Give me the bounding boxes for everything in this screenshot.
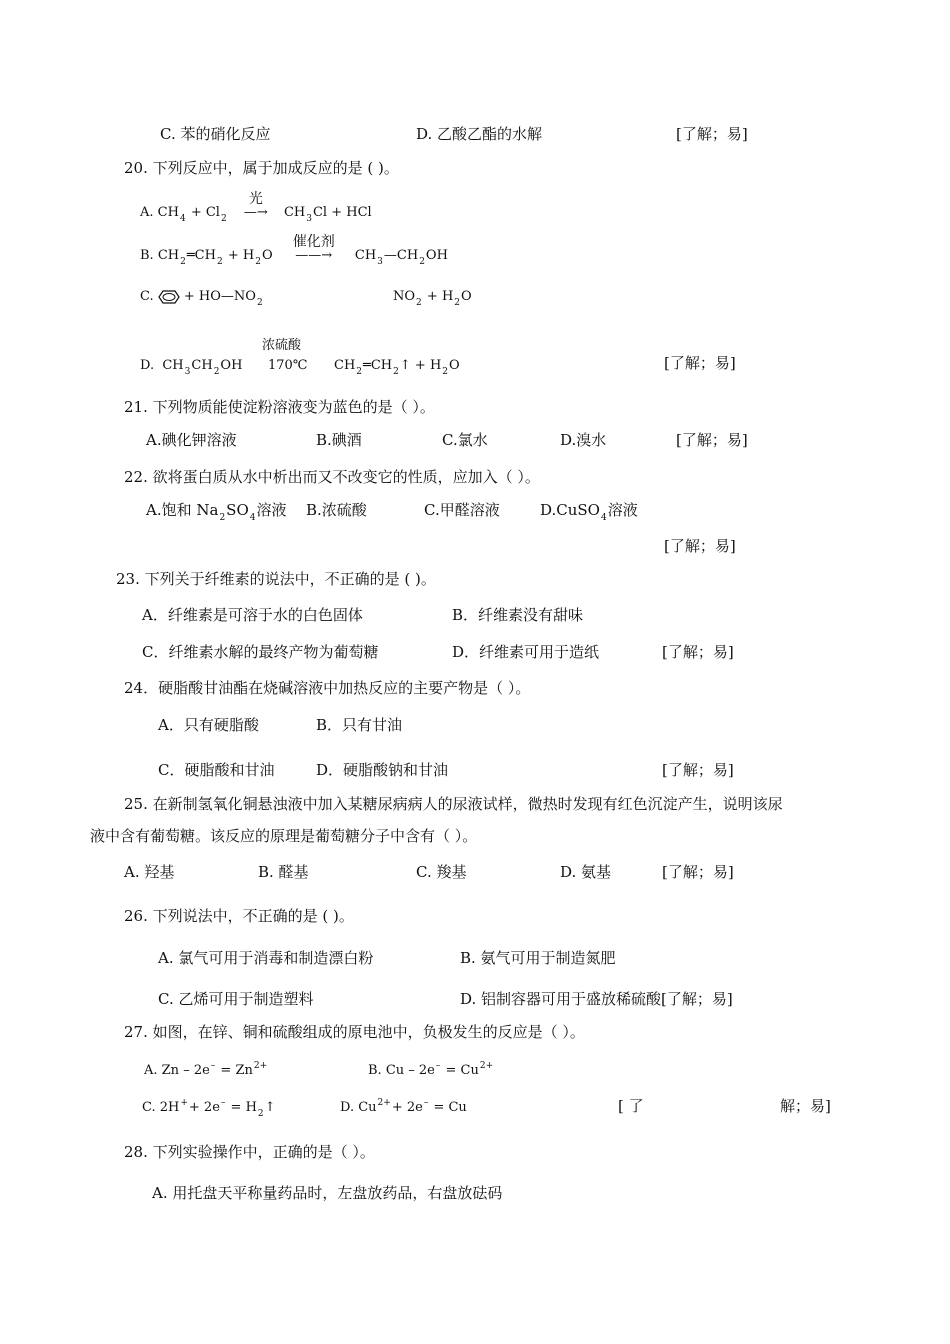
- q24-option-c: C．硬脂酸和甘油: [158, 761, 275, 779]
- q24-tag: [了解；易]: [662, 761, 734, 779]
- q24-option-b: B．只有甘油: [316, 716, 403, 734]
- q23-option-c: C．纤维素水解的最终产物为葡萄糖: [142, 643, 379, 661]
- q27-option-d: D. $Cu^{2+}+ 2e^- = Cu$: [340, 1098, 467, 1115]
- q26-option-c: C. 乙烯可用于制造塑料: [158, 990, 314, 1008]
- q19-option-d: D. 乙酸乙酯的水解: [416, 125, 543, 143]
- q25-option-d: D. 氨基: [560, 863, 612, 881]
- q27-stem: 27. 如图，在锌、铜和硫酸组成的原电池中，负极发生的反应是（ ）。: [124, 1023, 585, 1041]
- q20-option-c: C. + $HO—NO_2$: [140, 289, 263, 308]
- q24-option-d: D．硬脂酸钠和甘油: [316, 761, 449, 779]
- q20-option-a-label: A.: [140, 205, 154, 220]
- q28-stem: 28. 下列实验操作中，正确的是（ ）。: [124, 1143, 375, 1161]
- q22-option-d: D.CuSO$_4$溶液: [540, 501, 638, 523]
- q19-option-c: C. 苯的硝化反应: [160, 125, 271, 143]
- q27-option-b: B. $Cu - 2e^- = Cu^{2+}$: [368, 1061, 494, 1078]
- q20-option-d-label: D.: [140, 358, 155, 373]
- benzene-ring-icon: [158, 290, 180, 304]
- q25-option-a: A. 羟基: [124, 863, 175, 881]
- q27-option-a: A. $Zn - 2e^- = Zn^{2+}$: [144, 1061, 268, 1078]
- q25-tag: [了解；易]: [662, 863, 734, 881]
- q25-option-c: C. 羧基: [416, 863, 467, 881]
- q20-d-condition-top: 浓硫酸: [262, 338, 302, 353]
- q22-stem: 22. 欲将蛋白质从水中析出而又不改变它的性质，应加入（ ）。: [124, 468, 540, 486]
- q27-tag-left: [ 了: [618, 1097, 644, 1115]
- q23-stem: 23. 下列关于纤维素的说法中，不正确的是 ( )。: [116, 570, 436, 588]
- q22-tag: [了解；易]: [664, 537, 736, 555]
- q21-option-b: B.碘酒: [316, 431, 362, 449]
- q20-option-b: B. $CH_2═CH_2 + H_2O$ 催化剂 ——→ $CH_3—CH_2OH$: [140, 234, 448, 267]
- q23-option-a: A．纤维素是可溶于水的白色固体: [142, 606, 363, 624]
- q20-option-a: A. $CH_4 + Cl_2$ 光 —→ $CH_3Cl$ + HCl: [140, 191, 372, 224]
- q20-b-arrow: 催化剂 ——→: [292, 234, 335, 263]
- q23-option-b: B．纤维素没有甜味: [452, 606, 584, 624]
- q20-d-products: $CH_2═CH_2↑ + H_2O$: [334, 358, 460, 377]
- q20-d-condition-bottom: 170℃: [268, 358, 308, 373]
- q20-option-d: D. $CH_3CH_2OH$: [140, 358, 243, 377]
- q25-stem-line2: 液中含有葡萄糖。该反应的原理是葡萄糖分子中含有（ ）。: [90, 827, 478, 845]
- q21-option-c: C.氯水: [442, 431, 488, 449]
- q27-option-c: C. $2H^++ 2e^- = H_2↑$: [142, 1098, 276, 1119]
- q20-option-c-label: C.: [140, 289, 154, 304]
- q20-c-products: $NO_2 + H_2O$: [393, 289, 472, 308]
- q20-stem: 20. 下列反应中，属于加成反应的是 ( )。: [124, 159, 399, 177]
- q20-tag: [了解；易]: [664, 354, 736, 372]
- q20-option-b-label: B.: [140, 248, 154, 263]
- q24-stem: 24．硬脂酸甘油酯在烧碱溶液中加热反应的主要产物是（ ）。: [124, 679, 531, 697]
- q25-stem-line1: 25. 在新制氢氧化铜悬浊液中加入某糖尿病病人的尿液试样，微热时发现有红色沉淀产生，说明该尿: [124, 795, 783, 813]
- q22-option-c: C.甲醛溶液: [424, 501, 500, 519]
- q21-option-a: A.碘化钾溶液: [146, 431, 237, 449]
- q21-option-d: D.溴水: [560, 431, 607, 449]
- q23-tag: [了解；易]: [662, 643, 734, 661]
- q26-stem: 26. 下列说法中，不正确的是 ( )。: [124, 907, 354, 925]
- q26-option-a: A. 氯气可用于消毒和制造漂白粉: [158, 949, 374, 967]
- q27-tag-right: 解；易]: [780, 1097, 831, 1115]
- q28-option-a: A. 用托盘天平称量药品时，左盘放药品，右盘放砝码: [152, 1184, 503, 1202]
- q20-a-arrow: 光 —→: [243, 191, 268, 220]
- q25-option-b: B. 醛基: [258, 863, 309, 881]
- q23-option-d: D．纤维素可用于造纸: [452, 643, 600, 661]
- q22-option-b: B.浓硫酸: [306, 501, 367, 519]
- q26-option-b: B. 氨气可用于制造氮肥: [460, 949, 616, 967]
- q22-option-a: A.饱和 $Na_2SO_4$溶液: [146, 501, 287, 523]
- q26-option-d: D. 铝制容器可用于盛放稀硫酸[了解；易]: [460, 990, 733, 1008]
- q24-option-a: A．只有硬脂酸: [158, 716, 259, 734]
- q21-tag: [了解；易]: [676, 431, 748, 449]
- q19-tag: [了解；易]: [676, 125, 748, 143]
- q21-stem: 21. 下列物质能使淀粉溶液变为蓝色的是（ ）。: [124, 398, 435, 416]
